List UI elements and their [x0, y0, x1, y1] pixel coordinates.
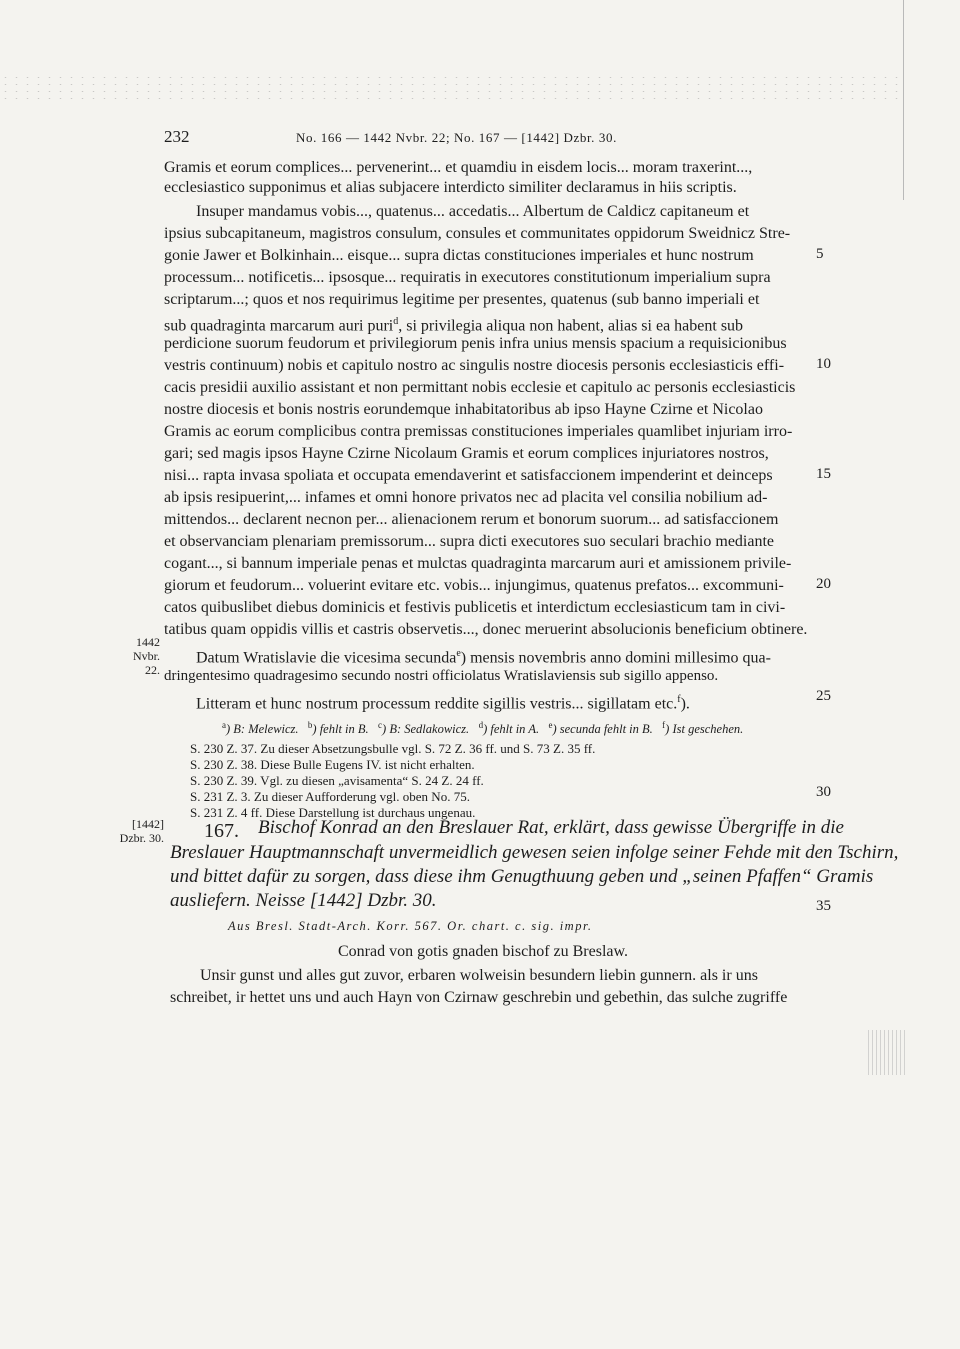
line-number: 10 [816, 356, 831, 372]
variant-mark: a [222, 720, 226, 730]
document-title-line: Breslauer Hauptmannschaft unvermeidlich gewesen seien infolge seiner Fehde mit den Tschirn, [170, 842, 899, 863]
text-line: ecclesiastico supponimus et alias subjacere interdicto similiter declaramus in hiis scriptis. [164, 179, 737, 196]
variant-text: ) fehlt in B. [312, 722, 369, 737]
margin-year: [1442] [132, 817, 164, 831]
variant-mark: b [307, 720, 313, 730]
text-line: et observanciam plenariam premissorum... supra dicti executores suo seculari brachio mediante [164, 533, 775, 550]
text-line: giorum et feudorum... voluerint evitare etc. vobis... injungimus, quatenus prefatos... excommuni- [164, 577, 784, 594]
margin-day: Nvbr. 22. [133, 649, 160, 677]
margin-date [118, 635, 160, 677]
text-line: vestris continuum) nobis et capitulo nostro ac singulis nostre diocesis personis ecclesiasticis effi- [164, 357, 785, 374]
line-number: 5 [816, 246, 824, 262]
footnote-mark: e [456, 648, 461, 659]
margin-year: 1442 [136, 635, 160, 649]
text-line: tatibus quam oppidis villis et castris observetis..., donec meruerint absolucionis beneficium obtinere. [164, 621, 808, 638]
scan-edge-line [903, 0, 904, 200]
variant-apparatus [222, 717, 743, 737]
variant-text: ) Ist geschehen. [665, 722, 744, 737]
variant-text: ) fehlt in A. [483, 722, 540, 737]
line-number: 35 [816, 898, 831, 914]
margin-date [114, 817, 164, 845]
text-line: schreibet, ir hettet uns und auch Hayn von Czirnaw geschrebin und gebethin, das sulche zugriffe [170, 989, 788, 1006]
footnote-mark: f [677, 694, 681, 705]
page-number: 232 [164, 127, 190, 146]
text-line: nostre diocesis et bonis nostris eorundemque inhabitatoribus ab ipso Hayne Czirne et Nicolao [164, 401, 763, 418]
note-line: S. 230 Z. 38. Diese Bulle Eugens IV. ist nicht erhalten. [190, 757, 475, 772]
running-title: No. 166 — 1442 Nvbr. 22; No. 167 — [1442] Dzbr. 30. [296, 130, 617, 145]
variant-mark: d [478, 720, 484, 730]
text-line: ipsius subcapitaneum, magistros consulum, consules et communitates oppidorum Sweidnicz Stre- [164, 225, 791, 242]
text-line: dringentesimo quadragesimo secundo nostri officiolatus Wratislaviensis sub sigillo appenso. [164, 668, 719, 684]
text-line: cogant..., si bannum imperiale penas et mulctas quadraginta marcarum auri et amissionem privile- [164, 555, 792, 572]
note-line: S. 230 Z. 37. Zu dieser Absetzungsbulle vgl. S. 72 Z. 36 ff. und S. 73 Z. 35 ff. [190, 741, 596, 756]
text-line [164, 312, 743, 336]
text-line: scriptarum...; quos et nos requirimus legitime per presentes, quatenus (sub banno imperiali et [164, 291, 760, 308]
variant-text: ) B: Melewicz. [226, 722, 299, 737]
variant-text: ) secunda fehlt in B. [552, 722, 653, 737]
text-fragment: Litteram et hunc nostrum processum reddite sigillis vestris... sigillatam etc. [196, 695, 678, 713]
text-line: nisi... rapta invasa spoliata et occupata emendaverint et satisfaccionem impenderint et deinceps [164, 467, 773, 484]
text-line: processum... notificetis... ipsosque... requiratis in executores constitutionum imperialium supra [164, 269, 771, 286]
line-number: 20 [816, 576, 831, 592]
text-fragment: , si privilegia aliqua non habent, alias si ea habent sub [398, 317, 744, 335]
document-title-line: Bischof Konrad an den Breslauer Rat, erklärt, dass gewisse Übergriffe in die [258, 817, 844, 838]
note-line: S. 231 Z. 3. Zu dieser Aufforderung vgl. oben No. 75. [190, 789, 470, 804]
text-line: gonie Jawer et Bolkinhain... eisque... supra dictas constituciones imperiales et hunc nostrum [164, 247, 754, 264]
text-line: catos quibuslibet diebus dominicis et festivis publicetis et interdictum ecclesiasticum tam in civi- [164, 599, 786, 616]
line-number: 25 [816, 688, 831, 704]
text-line: perdicione suorum feudorum et privilegiorum penis infra unius mensis spacium a requisicionibus [164, 335, 787, 352]
text-fragment: ) mensis novembris anno domini millesimo qua- [460, 649, 771, 667]
line-number: 15 [816, 466, 831, 482]
source-note: Aus Bresl. Stadt-Arch. Korr. 567. Or. chart. c. sig. impr. [228, 919, 593, 933]
document-title-line: ausliefern. Neisse [1442] Dzbr. 30. [170, 890, 437, 911]
text-line: Unsir gunst und alles gut zuvor, erbaren wolweisin besundern liebin gunnern. als ir uns [200, 967, 758, 984]
scan-edge-smudge [868, 1030, 908, 1075]
text-fragment: Datum Wratislavie die vicesima secunda [196, 649, 457, 667]
variant-mark: c [378, 720, 383, 730]
text-line: cacis presidii auxilio assistant et non permittant nobis ecclesie et capitulo ac personis ecclesiasticis [164, 379, 796, 396]
text-line: Insuper mandamus vobis..., quatenus... accedatis... Albertum de Caldicz capitaneum et [196, 203, 750, 220]
document-title-line: und bittet dafür zu sorgen, dass diese ihm Genugthuung geben und „seinen Pfaffen“ Gramis [170, 866, 874, 887]
text-fragment: sub quadraginta marcarum auri puri [164, 317, 394, 335]
variant-mark: f [662, 720, 666, 730]
salutation: Conrad von gotis gnaden bischof zu Breslaw. [338, 943, 629, 960]
note-line: S. 230 Z. 39. Vgl. zu diesen „avisamenta“ S. 24 Z. 24 ff. [190, 773, 484, 788]
footnote-mark: d [393, 316, 399, 327]
variant-text: ) B: Sedlakowicz. [382, 722, 470, 737]
margin-day: Dzbr. 30. [119, 831, 164, 845]
note-line: S. 231 Z. 4 ff. Diese Darstellung ist durchaus ungenau. [190, 805, 476, 820]
text-line: ab ipsis resipuerint,... infames et omni honore privatos nec ad placita vel consilia nobilium ad- [164, 489, 768, 506]
variant-mark: e [548, 720, 553, 730]
text-line [196, 644, 771, 668]
document-number: 167. [204, 820, 239, 842]
text-line [196, 690, 690, 714]
line-number: 30 [816, 784, 831, 800]
text-fragment: ). [680, 695, 690, 713]
text-line: Gramis et eorum complices... pervenerint... et quamdiu in eisdem locis... moram traxerint..., [164, 159, 753, 176]
text-line: Gramis ac eorum complicibus contra premissas constituciones imperiales quamlibet injuriam irro- [164, 423, 793, 440]
text-line: gari; sed magis ipsos Hayne Czirne Nicolaum Gramis et eorum complices injuriatores nostros, [164, 445, 769, 462]
scan-noise [0, 74, 900, 104]
text-line: mittendos... declarent necnon per... alienacionem rerum et bonorum suorum... ad satisfaccionem [164, 511, 779, 528]
